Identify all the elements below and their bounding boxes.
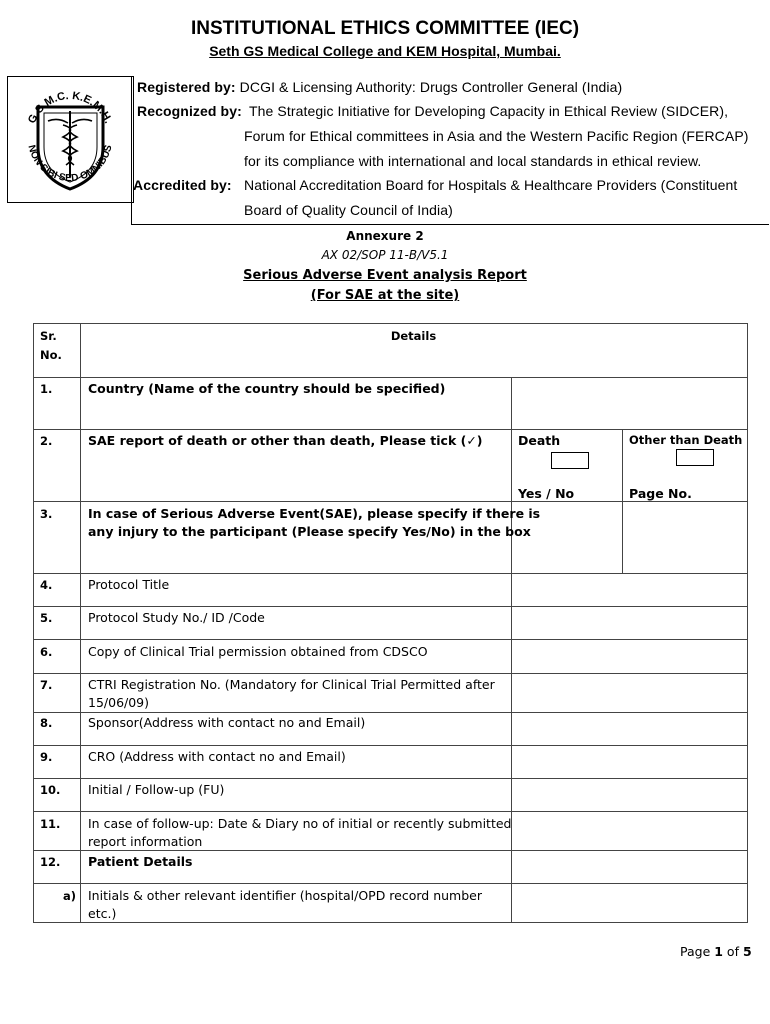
- table-rule: [33, 883, 748, 884]
- table-border-left: [33, 323, 34, 923]
- row-number: 12.: [40, 855, 61, 869]
- row-followup-line1: In case of follow-up: Date & Diary no of initial or recently submitted: [88, 816, 512, 831]
- document-code: AX 02/SOP 11-B/V5.1: [321, 248, 449, 262]
- row-cro: CRO (Address with contact no and Email): [88, 749, 346, 764]
- page-number: [680, 944, 752, 959]
- registered-by: [137, 79, 622, 95]
- row-number: 4.: [40, 578, 53, 592]
- row-number: 8.: [40, 716, 53, 730]
- row-subletter: a): [62, 889, 76, 903]
- table-border-right: [747, 323, 748, 923]
- col-header-no: No.: [40, 348, 62, 362]
- recognized-line2: Forum for Ethical committees in Asia and the Western Pacific Region (FERCAP): [244, 128, 749, 144]
- row-ctri-line1: CTRI Registration No. (Mandatory for Clinical Trial Permitted after: [88, 677, 495, 692]
- row-protocol-title: Protocol Title: [88, 577, 170, 592]
- row-cdsco-permission: Copy of Clinical Trial permission obtained from CDSCO: [88, 644, 428, 659]
- header-title: INSTITUTIONAL ETHICS COMMITTEE (IEC): [190, 18, 580, 39]
- row-number: 6.: [40, 645, 53, 659]
- row-initials-line1: Initials & other relevant identifier (hospital/OPD record number: [88, 888, 482, 903]
- header-divider-vertical: [131, 76, 132, 224]
- row-number: 1.: [40, 382, 53, 396]
- other-than-death-checkbox[interactable]: [676, 449, 714, 466]
- accredited-line2: Board of Quality Council of India): [244, 202, 453, 218]
- registered-label: Registered by:: [137, 79, 236, 95]
- page-no-header: Page No.: [629, 486, 692, 501]
- header-divider-horizontal: [131, 224, 769, 225]
- row-followup-line2: report information: [88, 834, 203, 849]
- row-injury-line2: any injury to the participant (Please specify Yes/No) in the box: [88, 524, 531, 539]
- college-seal-logo: [8, 77, 133, 202]
- table-rule: [33, 673, 748, 674]
- report-subtitle: (For SAE at the site): [310, 288, 460, 303]
- registered-text: DCGI & Licensing Authority: Drugs Controller General (India): [239, 79, 623, 95]
- row-number: 3.: [40, 507, 53, 521]
- table-rule: [33, 639, 748, 640]
- col-header-details: Details: [390, 329, 437, 343]
- row-injury-line1: In case of Serious Adverse Event(SAE), please specify if there is: [88, 506, 541, 521]
- option-death-label: Death: [518, 433, 561, 448]
- row-patient-details: Patient Details: [88, 854, 193, 869]
- page-total: 5: [742, 944, 752, 959]
- row-sponsor: Sponsor(Address with contact no and Email): [88, 715, 366, 730]
- table-col-divider: [511, 377, 512, 923]
- table-col-divider: [622, 429, 623, 573]
- recognized-by: [137, 103, 242, 119]
- row-number: 2.: [40, 434, 53, 448]
- row-number: 9.: [40, 750, 53, 764]
- table-rule: [33, 712, 748, 713]
- option-other-label: Other than Death: [629, 433, 743, 447]
- table-rule: [33, 922, 748, 923]
- logo-top-text: G.S.M.C. K.E.M.H.: [25, 89, 115, 126]
- accredited-by: [133, 177, 232, 193]
- table-rule: [33, 778, 748, 779]
- table-rule: [33, 573, 748, 574]
- recognized-line3: for its compliance with international and local standards in ethical review.: [244, 153, 702, 169]
- death-checkbox[interactable]: [551, 452, 589, 469]
- row-number: 10.: [40, 783, 61, 797]
- accredited-label: Accredited by:: [133, 177, 232, 193]
- table-col-divider: [80, 323, 81, 923]
- yes-no-header: Yes / No: [518, 486, 575, 501]
- annexure-label: Annexure 2: [346, 229, 424, 243]
- page-current: 1: [714, 944, 723, 959]
- table-rule: [33, 811, 748, 812]
- row-initial-followup: Initial / Follow-up (FU): [88, 782, 225, 797]
- row-protocol-study-no: Protocol Study No./ ID /Code: [88, 610, 265, 625]
- recognized-line1: The Strategic Initiative for Developing Capacity in Ethical Review (SIDCER),: [249, 103, 729, 119]
- page-of: of: [722, 944, 743, 959]
- page-prefix: Page: [680, 944, 715, 959]
- row-initials-line2: etc.): [88, 906, 117, 921]
- logo-box: [7, 76, 134, 203]
- row-country-label: Country (Name of the country should be specified): [88, 381, 446, 396]
- row-number: 7.: [40, 678, 53, 692]
- table-rule: [33, 323, 748, 324]
- report-title: Serious Adverse Event analysis Report: [243, 268, 527, 283]
- header-subtitle: Seth GS Medical College and KEM Hospital, Mumbai.: [209, 43, 561, 59]
- row-number: 5.: [40, 611, 53, 625]
- table-rule: [33, 606, 748, 607]
- recognized-label: Recognized by:: [137, 103, 242, 119]
- row-number: 11.: [40, 817, 61, 831]
- logo-bottom-text: NON SIBI SED OMNIBUS: [25, 143, 115, 185]
- table-rule: [33, 377, 748, 378]
- row-ctri-line2: 15/06/09): [88, 695, 150, 710]
- table-rule: [33, 429, 748, 430]
- table-rule: [33, 745, 748, 746]
- row-sae-death-label: SAE report of death or other than death, Please tick (✓): [88, 433, 483, 448]
- accredited-line1: National Accreditation Board for Hospitals & Healthcare Providers (Constituent: [244, 177, 738, 193]
- col-header-sr: Sr.: [40, 329, 57, 343]
